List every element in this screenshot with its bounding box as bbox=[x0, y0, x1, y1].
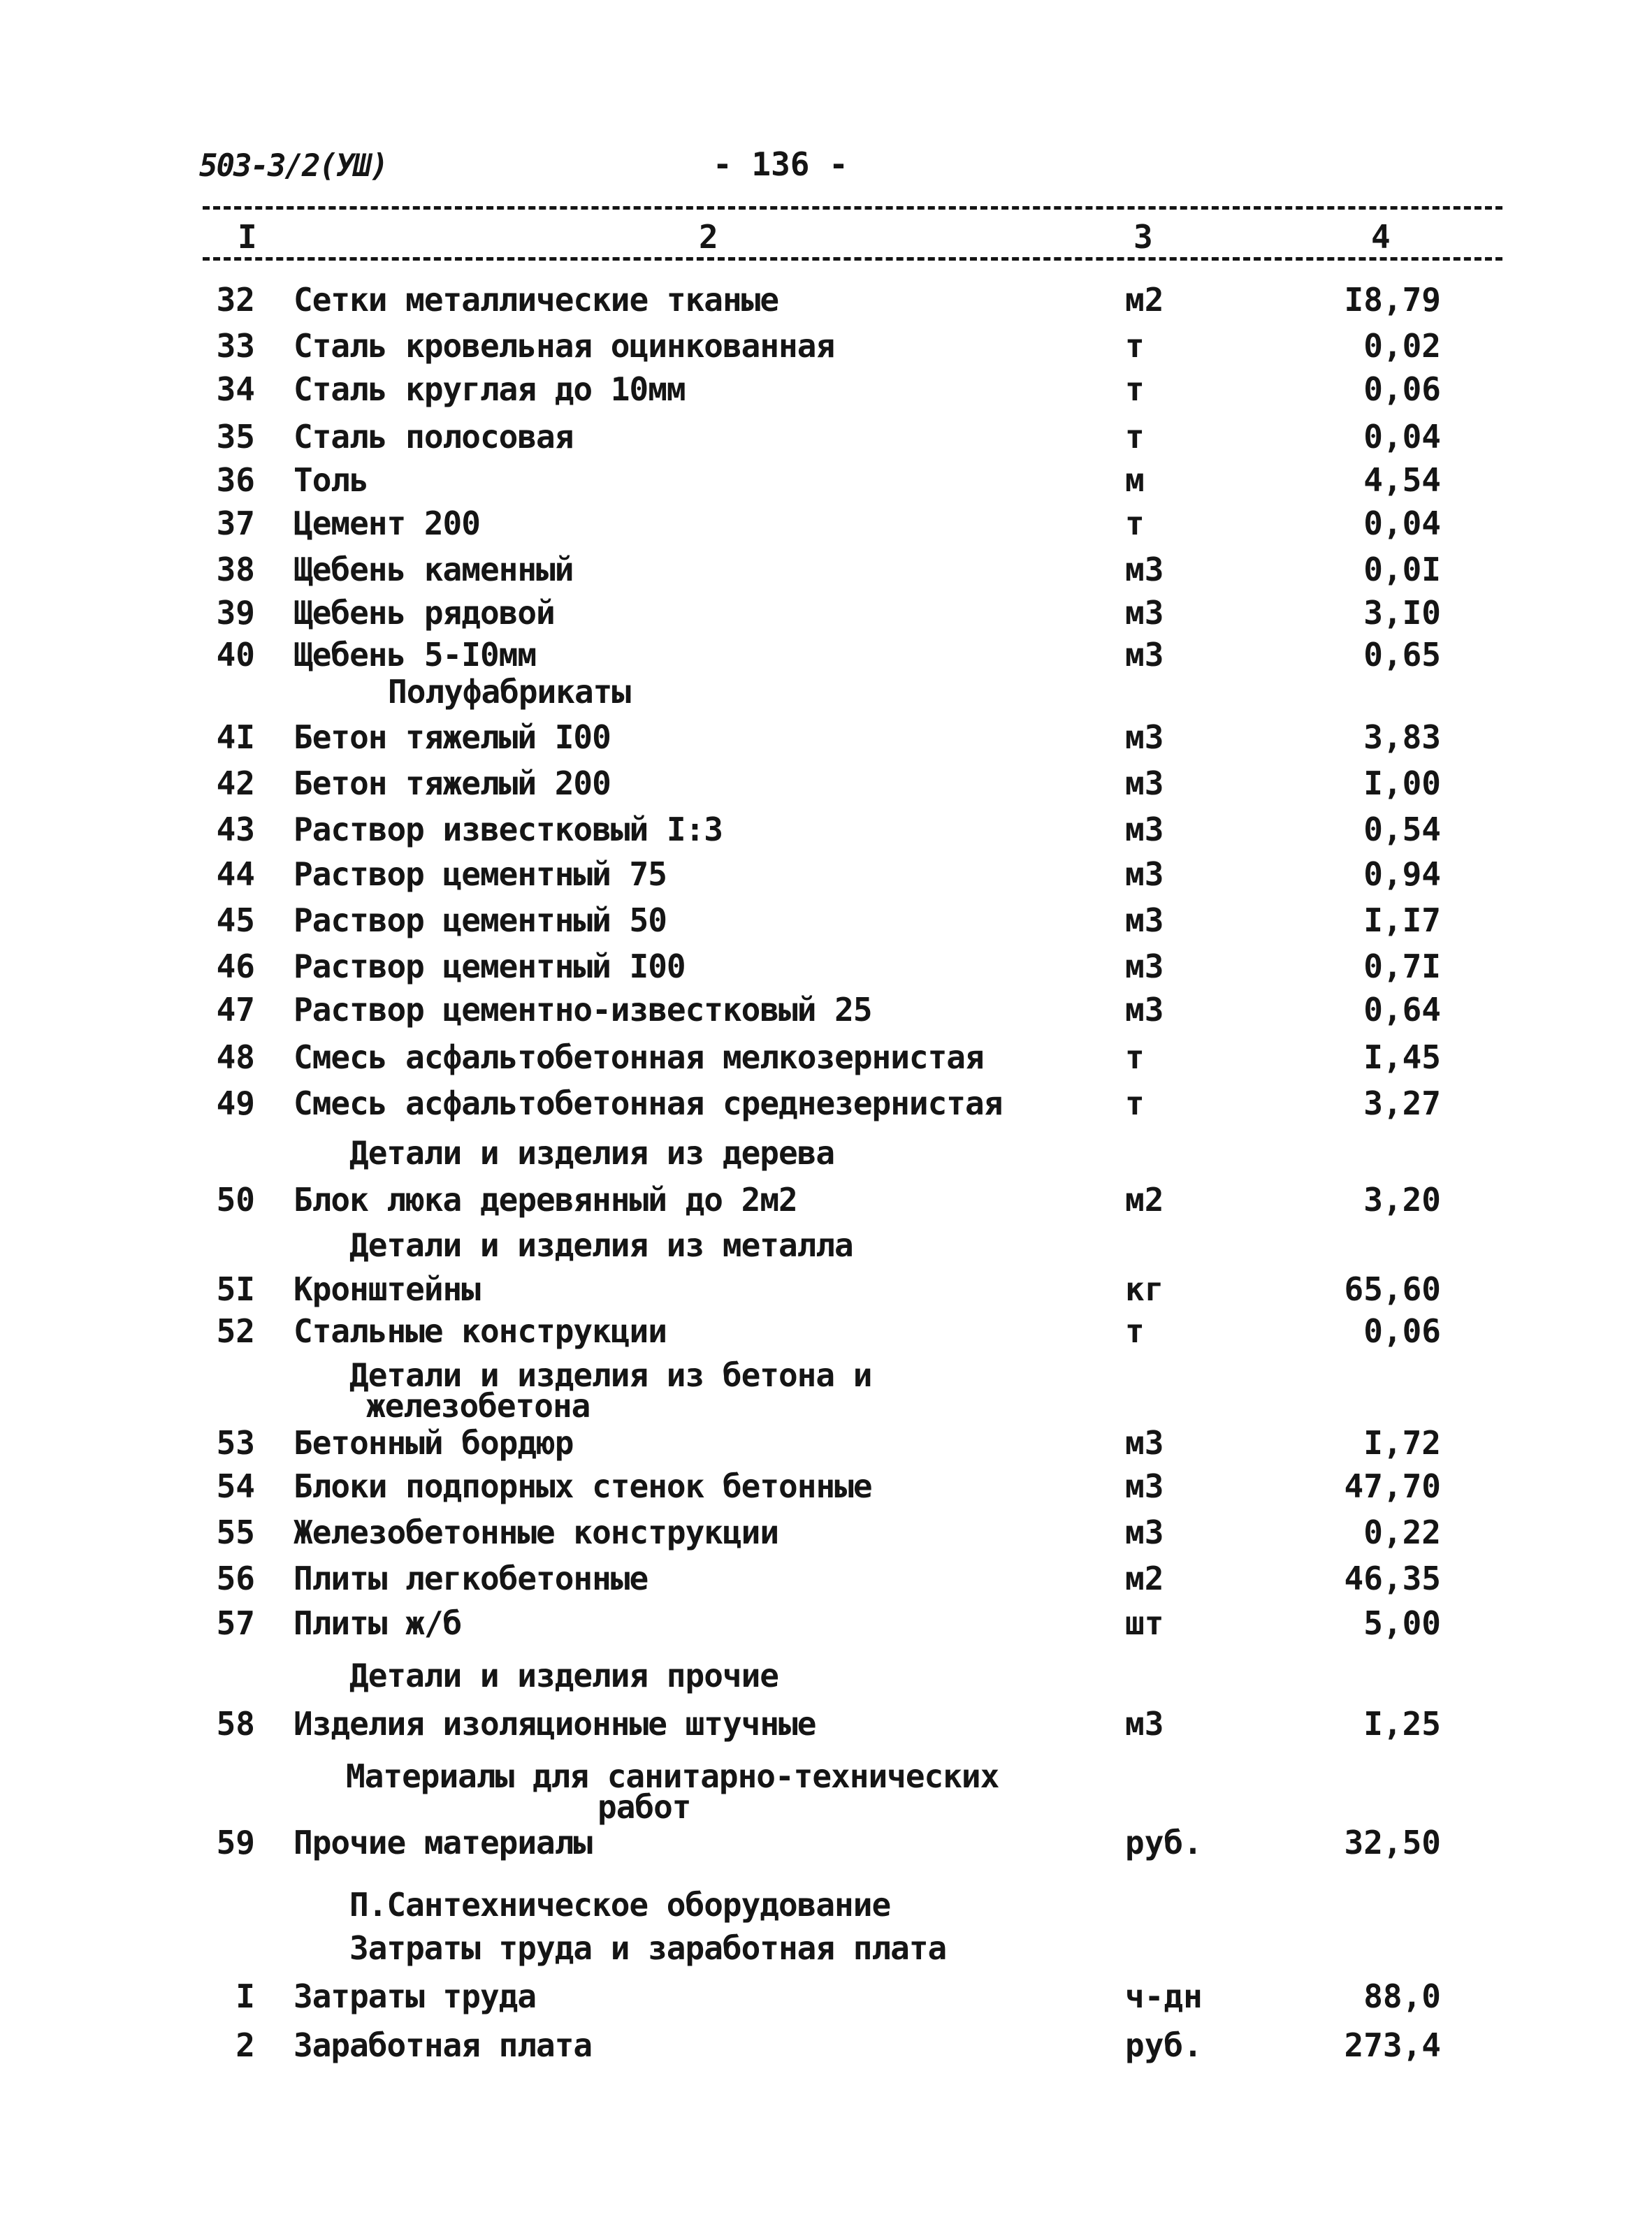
table-row bbox=[0, 1467, 1652, 1509]
item-quantity: 0,06 bbox=[1363, 370, 1441, 408]
table-row bbox=[0, 418, 1652, 460]
item-name: Бетонный бордюр bbox=[294, 1424, 574, 1462]
item-unit: т bbox=[1125, 1312, 1145, 1350]
row-number: 2 bbox=[236, 2026, 255, 2064]
table-row bbox=[0, 1604, 1652, 1646]
item-quantity: 0,65 bbox=[1363, 636, 1441, 674]
item-unit: м2 bbox=[1125, 1560, 1164, 1597]
row-number: 55 bbox=[216, 1513, 255, 1551]
table-row bbox=[0, 370, 1652, 412]
section-heading-metal: Детали и изделия из металла bbox=[349, 1226, 853, 1264]
item-unit: т bbox=[1125, 418, 1145, 456]
table-row bbox=[0, 461, 1652, 503]
item-unit: т bbox=[1125, 327, 1145, 365]
item-name: Сталь круглая до 10мм bbox=[294, 370, 686, 408]
row-number: 32 bbox=[216, 281, 255, 319]
row-number: 52 bbox=[216, 1312, 255, 1350]
row-number: 37 bbox=[216, 504, 255, 542]
item-name: Раствор известковый I:3 bbox=[294, 811, 723, 848]
section-heading-labor: Затраты труда и заработная плата bbox=[349, 1929, 947, 1967]
item-unit: м3 bbox=[1125, 718, 1164, 756]
item-unit: м3 bbox=[1125, 1705, 1164, 1743]
item-quantity: I,25 bbox=[1363, 1705, 1441, 1743]
table-row bbox=[0, 281, 1652, 323]
row-number: 38 bbox=[216, 551, 255, 588]
section-heading-sanitary-line2: работ bbox=[597, 1788, 691, 1826]
row-number: 48 bbox=[216, 1038, 255, 1076]
item-name: Щебень 5-I0мм bbox=[294, 636, 537, 674]
table-row bbox=[0, 327, 1652, 369]
row-number: 45 bbox=[216, 901, 255, 939]
item-quantity: 47,70 bbox=[1344, 1467, 1441, 1505]
item-quantity: 3,83 bbox=[1363, 718, 1441, 756]
table-row bbox=[0, 1560, 1652, 1602]
row-number: 36 bbox=[216, 461, 255, 499]
row-number: 54 bbox=[216, 1467, 255, 1505]
table-row bbox=[0, 1084, 1652, 1126]
row-number: 56 bbox=[216, 1560, 255, 1597]
item-quantity: 3,20 bbox=[1363, 1181, 1441, 1219]
item-name: Сетки металлические тканые bbox=[294, 281, 779, 319]
row-number: 39 bbox=[216, 594, 255, 632]
section-heading-concrete-line1: Детали и изделия из бетона и bbox=[349, 1356, 872, 1394]
table-row bbox=[0, 1977, 1652, 2019]
section-heading-other: Детали и изделия прочие bbox=[349, 1657, 778, 1694]
item-unit: м bbox=[1125, 461, 1145, 499]
table-row bbox=[0, 1312, 1652, 1354]
item-name: Раствор цементный 50 bbox=[294, 901, 667, 939]
table-row bbox=[0, 811, 1652, 852]
column-header-3: 3 bbox=[1133, 218, 1153, 256]
section-heading-concrete bbox=[349, 1356, 872, 1425]
table-row bbox=[0, 551, 1652, 593]
item-quantity: 32,50 bbox=[1344, 1824, 1441, 1861]
row-number: 42 bbox=[216, 764, 255, 802]
table-row bbox=[0, 594, 1652, 636]
item-name: Бетон тяжелый 200 bbox=[294, 764, 611, 802]
row-number: 44 bbox=[216, 855, 255, 893]
item-quantity: 0,54 bbox=[1363, 811, 1441, 848]
item-name: Смесь асфальтобетонная среднезернистая bbox=[294, 1084, 1003, 1122]
item-name: Затраты труда bbox=[294, 1977, 537, 2015]
section-heading-wood: Детали и изделия из дерева bbox=[349, 1134, 835, 1172]
row-number: 53 bbox=[216, 1424, 255, 1462]
row-number: 5I bbox=[216, 1270, 255, 1308]
item-name: Изделия изоляционные штучные bbox=[294, 1705, 816, 1743]
item-name: Кронштейны bbox=[294, 1270, 480, 1308]
row-number: 33 bbox=[216, 327, 255, 365]
item-name: Сталь кровельная оцинкованная bbox=[294, 327, 835, 365]
row-number: I bbox=[236, 1977, 255, 2015]
item-quantity: 273,4 bbox=[1344, 2026, 1441, 2064]
item-name: Стальные конструкции bbox=[294, 1312, 667, 1350]
row-number: 4I bbox=[216, 718, 255, 756]
table-row bbox=[0, 855, 1652, 897]
item-unit: м3 bbox=[1125, 901, 1164, 939]
item-name: Бетон тяжелый I00 bbox=[294, 718, 611, 756]
item-unit: руб. bbox=[1125, 2026, 1203, 2064]
item-quantity: I8,79 bbox=[1344, 281, 1441, 319]
column-header-1: I bbox=[238, 218, 257, 256]
row-number: 57 bbox=[216, 1604, 255, 1642]
table-row bbox=[0, 1424, 1652, 1466]
item-name: Сталь полосовая bbox=[294, 418, 574, 456]
table-row bbox=[0, 947, 1652, 989]
table-row bbox=[0, 1824, 1652, 1866]
item-unit: кг bbox=[1125, 1270, 1164, 1308]
item-quantity: 0,94 bbox=[1363, 855, 1441, 893]
table-row bbox=[0, 1705, 1652, 1747]
item-name: Щебень каменный bbox=[294, 551, 574, 588]
item-name: Смесь асфальтобетонная мелкозернистая bbox=[294, 1038, 984, 1076]
table-row bbox=[0, 991, 1652, 1033]
item-quantity: 4,54 bbox=[1363, 461, 1441, 499]
item-unit: т bbox=[1125, 1038, 1145, 1076]
item-name: Толь bbox=[294, 461, 368, 499]
item-unit: м3 bbox=[1125, 1467, 1164, 1505]
table-row bbox=[0, 636, 1652, 678]
item-unit: т bbox=[1125, 1084, 1145, 1122]
item-quantity: 46,35 bbox=[1344, 1560, 1441, 1597]
item-name: Раствор цементный 75 bbox=[294, 855, 667, 893]
item-quantity: I,00 bbox=[1363, 764, 1441, 802]
table-row bbox=[0, 2026, 1652, 2068]
item-unit: т bbox=[1125, 370, 1145, 408]
header-rule-bottom bbox=[203, 257, 1502, 261]
table-row bbox=[0, 1181, 1652, 1223]
table-row bbox=[0, 901, 1652, 943]
item-unit: м3 bbox=[1125, 594, 1164, 632]
header-rule-top bbox=[203, 206, 1502, 210]
row-number: 47 bbox=[216, 991, 255, 1029]
item-quantity: 0,64 bbox=[1363, 991, 1441, 1029]
column-header-2: 2 bbox=[699, 218, 718, 256]
page-number: - 136 - bbox=[713, 145, 848, 183]
item-quantity: 0,04 bbox=[1363, 418, 1441, 456]
item-unit: м3 bbox=[1125, 991, 1164, 1029]
row-number: 35 bbox=[216, 418, 255, 456]
row-number: 49 bbox=[216, 1084, 255, 1122]
item-unit: м3 bbox=[1125, 1424, 1164, 1462]
item-quantity: 0,22 bbox=[1363, 1513, 1441, 1551]
item-quantity: 3,27 bbox=[1363, 1084, 1441, 1122]
item-quantity: I,72 bbox=[1363, 1424, 1441, 1462]
item-quantity: I,I7 bbox=[1363, 901, 1441, 939]
item-quantity: 88,0 bbox=[1363, 1977, 1441, 2015]
item-unit: м2 bbox=[1125, 281, 1164, 319]
item-quantity: 0,06 bbox=[1363, 1312, 1441, 1350]
item-name: Блоки подпорных стенок бетонные bbox=[294, 1467, 872, 1505]
item-name: Плиты ж/б bbox=[294, 1604, 462, 1642]
row-number: 43 bbox=[216, 811, 255, 848]
item-unit: м3 bbox=[1125, 855, 1164, 893]
row-number: 34 bbox=[216, 370, 255, 408]
item-name: Цемент 200 bbox=[294, 504, 480, 542]
table-row bbox=[0, 1038, 1652, 1080]
item-unit: м3 bbox=[1125, 811, 1164, 848]
document-code: 503-3/2(УШ) bbox=[199, 148, 388, 184]
item-name: Раствор цементный I00 bbox=[294, 947, 686, 985]
table-row bbox=[0, 764, 1652, 806]
item-unit: м3 bbox=[1125, 947, 1164, 985]
item-name: Прочие материалы bbox=[294, 1824, 593, 1861]
item-quantity: 0,7I bbox=[1363, 947, 1441, 985]
item-quantity: 65,60 bbox=[1344, 1270, 1441, 1308]
row-number: 59 bbox=[216, 1824, 255, 1861]
row-number: 58 bbox=[216, 1705, 255, 1743]
item-quantity: 0,0I bbox=[1363, 551, 1441, 588]
item-unit: ч-дн bbox=[1125, 1977, 1203, 2015]
item-unit: шт bbox=[1125, 1604, 1164, 1642]
table-row bbox=[0, 1513, 1652, 1555]
item-name: Блок люка деревянный до 2м2 bbox=[294, 1181, 797, 1219]
item-unit: м3 bbox=[1125, 1513, 1164, 1551]
section-heading-sanitary bbox=[346, 1757, 999, 1826]
item-unit: м3 bbox=[1125, 636, 1164, 674]
item-unit: м3 bbox=[1125, 551, 1164, 588]
item-name: Щебень рядовой bbox=[294, 594, 555, 632]
table-row bbox=[0, 718, 1652, 760]
section-heading-semi-finished: Полуфабрикаты bbox=[388, 673, 631, 711]
item-unit: руб. bbox=[1125, 1824, 1203, 1861]
item-name: Железобетонные конструкции bbox=[294, 1513, 779, 1551]
section-heading-sanitary-line1: Материалы для санитарно-технических bbox=[346, 1757, 999, 1795]
column-header-4: 4 bbox=[1371, 218, 1391, 256]
section-heading-concrete-line2: железобетона bbox=[366, 1387, 590, 1425]
table-row bbox=[0, 504, 1652, 546]
row-number: 46 bbox=[216, 947, 255, 985]
table-row bbox=[0, 1270, 1652, 1312]
item-quantity: 0,02 bbox=[1363, 327, 1441, 365]
item-unit: т bbox=[1125, 504, 1145, 542]
item-quantity: 5,00 bbox=[1363, 1604, 1441, 1642]
item-unit: м3 bbox=[1125, 764, 1164, 802]
item-quantity: I,45 bbox=[1363, 1038, 1441, 1076]
item-name: Раствор цементно-известковый 25 bbox=[294, 991, 872, 1029]
row-number: 50 bbox=[216, 1181, 255, 1219]
row-number: 40 bbox=[216, 636, 255, 674]
item-unit: м2 bbox=[1125, 1181, 1164, 1219]
item-quantity: 3,I0 bbox=[1363, 594, 1441, 632]
item-quantity: 0,04 bbox=[1363, 504, 1441, 542]
item-name: Заработная плата bbox=[294, 2026, 593, 2064]
item-name: Плиты легкобетонные bbox=[294, 1560, 649, 1597]
section-heading-equipment: П.Сантехническое оборудование bbox=[349, 1886, 891, 1924]
